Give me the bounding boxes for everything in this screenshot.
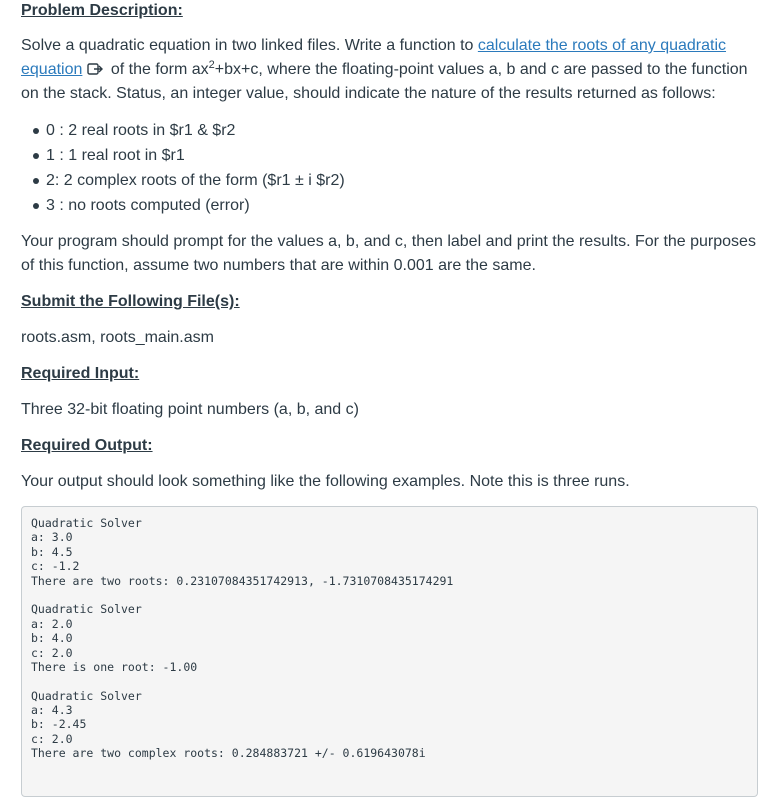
prompt-paragraph bbox=[21, 230, 761, 278]
run-title: Quadratic Solver bbox=[31, 688, 142, 703]
example-output-code-block bbox=[21, 506, 758, 797]
run-input-c: c: 2.0 bbox=[31, 645, 73, 660]
run-title: Quadratic Solver bbox=[31, 602, 142, 617]
bullet-icon bbox=[33, 128, 39, 134]
exponent-superscript: 2 bbox=[208, 59, 215, 71]
problem-text-values: +bx+c, where the floating-point values a, b and c are passed to the function bbox=[214, 61, 748, 78]
problem-text-before-link: Solve a quadratic equation in two linked files. Write a function to bbox=[21, 37, 478, 54]
status-list bbox=[21, 118, 345, 218]
run-result: There are two roots: 0.23107084351742913, -1.7310708435174291 bbox=[31, 573, 454, 588]
bullet-icon bbox=[33, 203, 39, 209]
problem-heading-wrap bbox=[21, 0, 183, 22]
submit-files-wrap bbox=[21, 326, 214, 350]
output-heading: Required Output: bbox=[21, 437, 153, 454]
status-list-wrap bbox=[21, 118, 345, 218]
problem-heading: Problem Description: bbox=[21, 2, 183, 19]
run-input-c: c: 2.0 bbox=[31, 731, 73, 746]
problem-paragraph bbox=[21, 34, 761, 106]
problem-line-3: on the stack. Status, an integer value, should indicate the nature of the results returned as follows: bbox=[21, 85, 716, 102]
external-link-icon[interactable] bbox=[87, 62, 103, 76]
run-block bbox=[31, 689, 748, 761]
run-input-b: b: -2.45 bbox=[31, 717, 87, 732]
quadratic-equation-link[interactable]: calculate the roots of any quadratic bbox=[477, 37, 727, 54]
status-item: 3 : no roots computed (error) bbox=[21, 193, 345, 218]
run-title: Quadratic Solver bbox=[31, 516, 142, 530]
input-heading-wrap bbox=[21, 363, 139, 385]
input-text: Three 32-bit floating point numbers (a, b, and c) bbox=[21, 401, 359, 418]
input-heading: Required Input: bbox=[21, 365, 140, 382]
problem-text-form: of the form ax bbox=[106, 61, 209, 78]
run-block bbox=[31, 602, 748, 674]
status-item: 1 : 1 real root in $r1 bbox=[21, 143, 345, 168]
run-input-c: c: -1.2 bbox=[31, 559, 80, 574]
submit-files: roots.asm, roots_main.asm bbox=[21, 329, 214, 346]
prompt-line-2: of this function, assume two numbers that are within 0.001 are the same. bbox=[21, 257, 536, 274]
run-result: There are two complex roots: 0.284883721 +/- 0.619643078i bbox=[31, 746, 426, 761]
status-item: 2: 2 complex roots of the form ($r1 ± i $r2) bbox=[21, 168, 345, 193]
submit-heading: Submit the Following File(s): bbox=[21, 293, 240, 310]
bullet-icon bbox=[33, 153, 39, 159]
run-input-a: a: 4.3 bbox=[31, 703, 73, 718]
run-block bbox=[31, 516, 748, 588]
run-input-a: a: 3.0 bbox=[31, 530, 73, 545]
problem-line-2 bbox=[21, 58, 761, 82]
prompt-line-1: Your program should prompt for the values a, b, and c, then label and print the results. For the purposes bbox=[21, 233, 756, 250]
output-text-wrap bbox=[21, 470, 630, 494]
input-text-wrap bbox=[21, 398, 359, 422]
run-separator bbox=[31, 674, 748, 688]
run-input-b: b: 4.0 bbox=[31, 631, 73, 646]
run-result: There is one root: -1.00 bbox=[31, 659, 198, 674]
submit-heading-wrap bbox=[21, 291, 240, 313]
run-input-b: b: 4.5 bbox=[31, 544, 73, 559]
status-item: 0 : 2 real roots in $r1 & $r2 bbox=[21, 118, 345, 143]
run-input-a: a: 2.0 bbox=[31, 616, 73, 631]
bullet-icon bbox=[33, 178, 39, 184]
problem-line-1 bbox=[21, 34, 761, 58]
output-heading-wrap bbox=[21, 435, 153, 457]
output-text: Your output should look something like the following examples. Note this is three runs. bbox=[21, 473, 630, 490]
quadratic-equation-link-cont[interactable]: equation bbox=[21, 61, 83, 78]
run-separator bbox=[31, 588, 748, 602]
